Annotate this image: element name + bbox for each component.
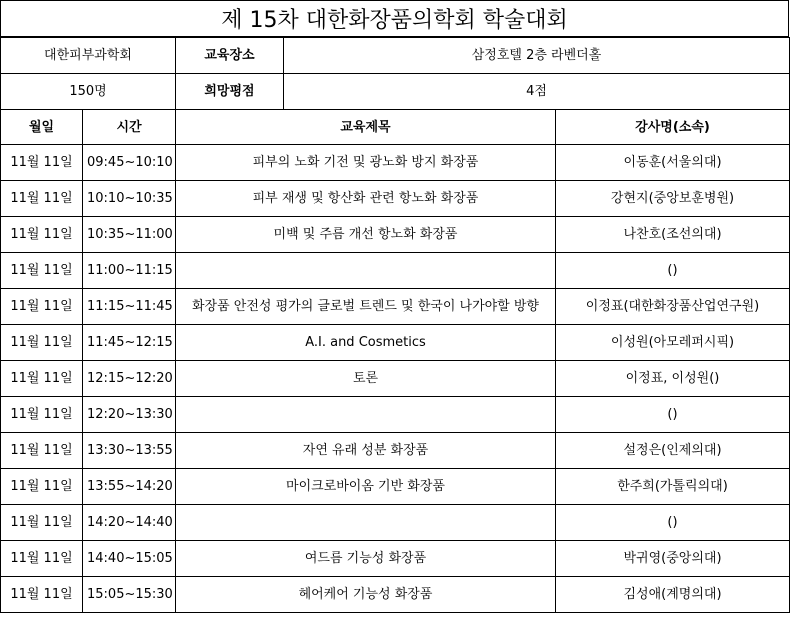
session-time: 10:10~10:35 xyxy=(83,181,176,217)
session-time: 15:05~15:30 xyxy=(83,577,176,613)
venue-label: 교육장소 xyxy=(176,38,284,74)
table-row xyxy=(1,145,790,181)
table-row xyxy=(1,469,790,505)
session-time: 11:15~11:45 xyxy=(83,289,176,325)
session-date: 11월 11일 xyxy=(1,145,83,181)
session-speaker: 이동훈(서울의대) xyxy=(556,145,790,181)
session-date: 11월 11일 xyxy=(1,325,83,361)
session-speaker: 한주희(가톨릭의대) xyxy=(556,469,790,505)
session-date: 11월 11일 xyxy=(1,289,83,325)
session-topic: 여드름 기능성 화장품 xyxy=(176,541,556,577)
session-date: 11월 11일 xyxy=(1,361,83,397)
table-row xyxy=(1,181,790,217)
session-topic: 피부 재생 및 항산화 관련 항노화 화장품 xyxy=(176,181,556,217)
session-time: 09:45~10:10 xyxy=(83,145,176,181)
venue-value: 삼정호텔 2층 라벤더홀 xyxy=(284,38,790,74)
session-topic: 토론 xyxy=(176,361,556,397)
schedule-table xyxy=(0,37,790,613)
session-topic: 미백 및 주름 개선 항노화 화장품 xyxy=(176,217,556,253)
document-title: 제 15차 대한화장품의학회 학술대회 xyxy=(0,0,789,37)
rating-label: 희망평점 xyxy=(176,74,284,110)
table-row xyxy=(1,325,790,361)
session-speaker: 이정표(대한화장품산업연구원) xyxy=(556,289,790,325)
header-date: 월일 xyxy=(1,110,83,145)
session-date: 11월 11일 xyxy=(1,433,83,469)
table-row xyxy=(1,217,790,253)
session-topic xyxy=(176,397,556,433)
table-row xyxy=(1,289,790,325)
session-topic: 피부의 노화 기전 및 광노화 방지 화장품 xyxy=(176,145,556,181)
session-time: 13:55~14:20 xyxy=(83,469,176,505)
header-topic: 교육제목 xyxy=(176,110,556,145)
rating-value: 4점 xyxy=(284,74,790,110)
session-speaker: 이정표, 이성원() xyxy=(556,361,790,397)
session-date: 11월 11일 xyxy=(1,469,83,505)
session-time: 11:00~11:15 xyxy=(83,253,176,289)
session-speaker: 강현지(중앙보훈병원) xyxy=(556,181,790,217)
session-topic: 마이크로바이옴 기반 화장품 xyxy=(176,469,556,505)
session-date: 11월 11일 xyxy=(1,541,83,577)
table-row xyxy=(1,577,790,613)
session-time: 12:15~12:20 xyxy=(83,361,176,397)
info-row-venue xyxy=(1,38,790,74)
table-row xyxy=(1,433,790,469)
session-speaker: 박귀영(중앙의대) xyxy=(556,541,790,577)
info-row-rating xyxy=(1,74,790,110)
session-date: 11월 11일 xyxy=(1,181,83,217)
table-row xyxy=(1,541,790,577)
session-date: 11월 11일 xyxy=(1,397,83,433)
session-time: 12:20~13:30 xyxy=(83,397,176,433)
header-speaker: 강사명(소속) xyxy=(556,110,790,145)
session-time: 14:20~14:40 xyxy=(83,505,176,541)
session-date: 11월 11일 xyxy=(1,217,83,253)
session-topic: A.I. and Cosmetics xyxy=(176,325,556,361)
table-row xyxy=(1,253,790,289)
session-speaker: 이성원(아모레퍼시픽) xyxy=(556,325,790,361)
session-topic xyxy=(176,505,556,541)
session-time: 11:45~12:15 xyxy=(83,325,176,361)
session-time: 10:35~11:00 xyxy=(83,217,176,253)
table-row xyxy=(1,361,790,397)
session-speaker: () xyxy=(556,397,790,433)
session-topic: 화장품 안전성 평가의 글로벌 트렌드 및 한국이 나가야할 방향 xyxy=(176,289,556,325)
session-speaker: 김성애(계명의대) xyxy=(556,577,790,613)
table-header-row xyxy=(1,110,790,145)
session-topic: 헤어케어 기능성 화장품 xyxy=(176,577,556,613)
session-speaker: () xyxy=(556,253,790,289)
header-time: 시간 xyxy=(83,110,176,145)
table-row xyxy=(1,505,790,541)
session-topic xyxy=(176,253,556,289)
capacity-value: 150명 xyxy=(1,74,176,110)
session-speaker: () xyxy=(556,505,790,541)
session-speaker: 나찬호(조선의대) xyxy=(556,217,790,253)
session-date: 11월 11일 xyxy=(1,577,83,613)
session-topic: 자연 유래 성분 화장품 xyxy=(176,433,556,469)
session-date: 11월 11일 xyxy=(1,505,83,541)
session-time: 13:30~13:55 xyxy=(83,433,176,469)
session-speaker: 설정은(인제의대) xyxy=(556,433,790,469)
table-row xyxy=(1,397,790,433)
organizer-value: 대한피부과학회 xyxy=(1,38,176,74)
session-time: 14:40~15:05 xyxy=(83,541,176,577)
session-date: 11월 11일 xyxy=(1,253,83,289)
